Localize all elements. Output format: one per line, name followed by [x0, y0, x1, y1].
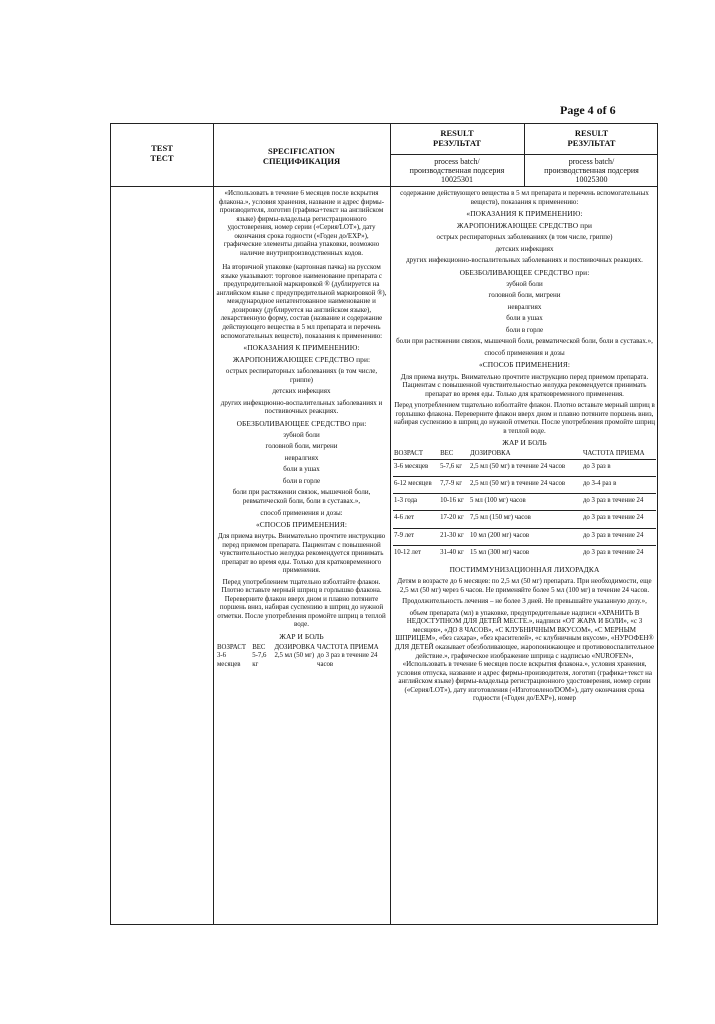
result2-header-en: RESULT	[574, 128, 609, 138]
cell-dose: 2,5 мл (50 мг)	[274, 652, 315, 660]
spec-item: головной боли, мигрени	[265, 442, 338, 451]
col-frequency: ЧАСТОТА ПРИЕМА	[317, 643, 379, 651]
col-weight: ВЕС	[440, 450, 454, 458]
grid-line	[213, 124, 214, 924]
result-fever-title: ЖАР И БОЛЬ	[502, 438, 547, 448]
result-item: других инфекционно-воспалительных заболеваниях и поствивочных реакциях.	[406, 256, 643, 265]
spec-item: острых респираторных заболеваниях (в том числе, гриппе)	[225, 367, 378, 384]
spec-item: невралгиях	[284, 453, 319, 462]
spec-paragraph: Перед употреблением тщательно взболтайте флакон. Плотно вставьте мерный шприц в горлышко флакона. Переверните флакон вверх дном и плавно потяните поршень вниз, набирая суспензию в шприц до нужной отметки. После употребления промойте шприц в теплой воде.	[217, 577, 386, 629]
test-header	[111, 144, 213, 164]
col-dose: ДОЗИРОВКА	[469, 450, 511, 458]
cell-frequency: до 3-4 раз в	[582, 479, 617, 487]
cell-weight: 21-30 кг	[440, 531, 464, 539]
col-frequency: ЧАСТОТА ПРИЕМА	[582, 450, 645, 458]
result-method-title: «СПОСОБ ПРИМЕНЕНИЯ:	[478, 360, 571, 370]
cell-frequency: до 3 раз в течение 24 часов	[317, 652, 378, 668]
result-item: боли при растяжении связок, мышечной боли, ревматической боли, боли в суставах.»,	[396, 337, 653, 346]
spec-item: зубной боли	[283, 430, 320, 439]
col-age: ВОЗРАСТ	[217, 643, 247, 651]
specification-column	[216, 189, 387, 924]
grid-line	[390, 154, 657, 155]
result-paragraph: Детям в возрасте до 6 месяцев: по 2,5 мл (50 мг) препарата. При необходимости, еще 2,5 мл (50 мг) через 6 часов. Не применяйте более 5 мл (100 мг) в течение 24 часов.	[397, 577, 652, 594]
spec-header	[213, 147, 390, 167]
table-header-row	[216, 644, 387, 652]
spec-method: способ применения и дозы:	[260, 508, 343, 517]
batch1-label-en: process batch/	[434, 157, 480, 166]
cell-dose: 2,5 мл (50 мг) в течение 24 часов	[469, 479, 566, 487]
result-method: способ применения и дозы	[484, 348, 565, 357]
result-analgesic: ОБЕЗБОЛИВАЮЩЕЕ СРЕДСТВО при:	[459, 267, 590, 277]
spec-paragraph: На вторичной упаковке (картонная пачка) на русском языке указывают: торговое наименование препарата с предупредительной маркировкой ® (дублируется на английском языке с предупредительной маркировкой ®), международное непатентованное наименование и дозировку (дублируется на английском языке), лекарственную форму, состав (название и содержание действующего вещества в 5 мл препарата и перечень вспомогательных веществ), показания к применению:	[216, 263, 387, 340]
result-item: головной боли, мигрени	[488, 291, 561, 300]
cell-frequency: до 3 раз в	[582, 462, 611, 470]
result-column	[393, 189, 656, 924]
report-table	[110, 123, 658, 925]
result-item: боли в горле	[505, 325, 544, 334]
cell-age: 7-9 лет	[394, 531, 415, 539]
cell-weight: 5-7,6 кг	[440, 462, 463, 470]
table-row	[393, 476, 656, 493]
spec-paragraph: «Использовать в течение 6 месяцев после вскрытия флакона.», условия хранения, название и адрес фирмы-производителя, логотип (графика+текст на английском языке) фирмы-владельца регистрационного удостоверения, номер серии («Серия/LOT»), дату окончания срока годности («Годен до/EXP»), графические элементы дизайна упаковки, возможно наличие внутрипроизводственных кодов.	[218, 189, 385, 257]
result-paragraph: Продолжительность лечения – не более 3 дней. Не превышайте указанную дозу.»,	[402, 597, 647, 606]
spec-paragraph: Для приема внутрь. Внимательно прочтите инструкцию перед приемом препарата. Пациентам с повышенной чувствительностью желудка рекомендуется принимать препарат во время еды. Только для кратковременного применения.	[217, 532, 386, 575]
result2-header	[524, 129, 659, 149]
cell-age: 4-6 лет	[394, 514, 415, 522]
cell-age: 3-6 месяцев	[394, 462, 429, 470]
result-dose-table	[393, 450, 656, 562]
table-row	[393, 511, 656, 528]
batch2-number: 10025300	[575, 174, 608, 184]
cell-frequency: до 3 раз в течение 24	[582, 497, 644, 505]
batch2-label-en: process batch/	[568, 157, 615, 166]
cell-age: 3-6 месяцев	[217, 652, 241, 668]
batch2-label-ru: производственная подсерия	[544, 165, 639, 175]
cell-dose: 2,5 мл (50 мг) в течение 24 часов	[469, 462, 566, 470]
result-item: невралгиях	[507, 302, 542, 311]
result1-header	[390, 129, 524, 149]
spec-item: боли в ушах	[283, 465, 320, 474]
result-paragraph: Перед употреблением тщательно взболтайте флакон. Плотно вставьте мерный шприц в горлышко флакона. Переверните флакон вверх дном и плавно потяните поршень вниз, набирая суспензию в шприц до нужной отметки. После употребления промойте шприц в теплой воде.	[393, 401, 655, 435]
col-age: ВОЗРАСТ	[394, 450, 424, 458]
spec-indications: «ПОКАЗАНИЯ К ПРИМЕНЕНИЮ:	[243, 343, 360, 353]
batch1	[390, 158, 524, 185]
spec-item: других инфекционно-воспалительных заболеваниях и поствивочных реакциях.	[220, 398, 383, 416]
spec-item: детских инфекциях	[272, 387, 331, 396]
spec-analgesic: ОБЕЗБОЛИВАЮЩЕЕ СРЕДСТВО при:	[236, 418, 367, 428]
cell-dose: 5 мл (100 мг) часов	[469, 497, 526, 505]
cell-weight: 31-40 кг	[440, 548, 464, 556]
cell-dose: 7,5 мл (150 мг) часов	[469, 514, 531, 522]
batch1-number: 10025301	[441, 174, 473, 184]
cell-dose: 15 мл (300 мг) часов	[469, 548, 530, 556]
test-header-ru: ТЕСТ	[150, 152, 174, 163]
cell-frequency: до 3 раз в течение 24	[582, 531, 644, 539]
cell-weight: 7,7-9 кг	[440, 479, 463, 487]
spec-fever-title: ЖАР И БОЛЬ	[279, 631, 324, 641]
table-row	[393, 459, 656, 476]
spec-item: боли при растяжении связок, мышечной боли, ревматической боли, боли в суставах.»,	[232, 488, 371, 505]
result-antipyretic: ЖАРОПОНИЖАЮЩЕЕ СРЕДСТВО при	[456, 221, 593, 231]
cell-age: 6-12 месяцев	[394, 479, 432, 487]
page-number: Page 4 of 6	[560, 103, 616, 117]
result-paragraph: Для приема внутрь. Внимательно прочтите инструкцию перед приемом препарата. Пациентам с повышенной чувствительностью желудка рекомендуется принимать препарат во время еды. Только для кратковременного применения.	[400, 372, 649, 398]
result-indications: «ПОКАЗАНИЯ К ПРИМЕНЕНИЮ:	[466, 209, 583, 219]
table-row	[393, 528, 656, 545]
cell-weight: 5-7,6 кг	[252, 652, 267, 668]
table-header-row	[393, 450, 656, 459]
cell-age: 1-3 года	[394, 497, 418, 505]
spec-header-en: SPECIFICATION	[268, 146, 335, 156]
result-item: зубной боли	[506, 279, 543, 288]
spec-dose-table	[216, 644, 387, 669]
result-paragraph: содержание действующего вещества в 5 мл препарата и перечень вспомогательных веществ), показания к применению:	[400, 189, 649, 206]
result1-header-ru: РЕЗУЛЬТАТ	[433, 137, 481, 148]
postvaccination-title: ПОСТИММУНИЗАЦИОННАЯ ЛИХОРАДКА	[449, 565, 600, 575]
test-header-en: TEST	[151, 143, 173, 153]
cell-age: 10-12 лет	[394, 548, 421, 556]
table-row	[216, 652, 387, 669]
result-item: детских инфекциях	[495, 244, 554, 253]
cell-weight: 10-16 кг	[440, 497, 464, 505]
col-dose: ДОЗИРОВКА	[274, 643, 316, 651]
table-row	[393, 494, 656, 511]
result-item: острых респираторных заболеваниях (в том числе, гриппе)	[436, 233, 613, 242]
col-weight: ВЕС	[252, 643, 266, 651]
table-row	[393, 545, 656, 562]
spec-antipyretic: ЖАРОПОНИЖАЮЩЕЕ СРЕДСТВО при:	[232, 355, 371, 365]
grid-line	[111, 186, 657, 187]
batch1-label-ru: производственная подсерия	[409, 165, 505, 175]
result1-header-en: RESULT	[440, 128, 474, 138]
cell-frequency: до 3 раз в течение 24	[582, 548, 644, 556]
result-paragraph: объем препарата (мл) в упаковке, предупредительные надписи «ХРАНИТЬ В НЕДОСТУПНОМ ДЛЯ ДЕТЕЙ МЕСТЕ.», надписи «ОТ ЖАРА И БОЛИ», «с 3 месяцев», «ДО 8 ЧАСОВ», «С КЛУБНИЧНЫМ ВКУСОМ», «С МЕРНЫМ ШПРИЦЕМ», «без сахара», «без красителей», «с клубничным вкусом», «НУРОФЕН® ДЛЯ ДЕТЕЙ оказывает обезболивающее, жаропонижающее и противовоспалительное действие.», графическое изображение шприца с надписью «NUROFEN», «Использовать в течение 6 месяцев после вскрытия флакона.», условия хранения, условия отпуска, название и адрес фирмы-производителя, логотип (графика+текст на английском языке) фирмы-владельца регистрационного удостоверения, номер серии («Серия/LOT»), дату изготовления («Изготовлено/DOM»), дату окончания срока годности («Годен до/EXP»), номер	[394, 608, 655, 703]
cell-dose: 10 мл (200 мг) часов	[469, 531, 530, 539]
cell-weight: 17-20 кг	[440, 514, 464, 522]
spec-header-ru: СПЕЦИФИКАЦИЯ	[262, 155, 341, 166]
spec-item: боли в горле	[282, 476, 321, 485]
result2-header-ru: РЕЗУЛЬТАТ	[567, 137, 616, 148]
spec-method-title: «СПОСОБ ПРИМЕНЕНИЯ:	[255, 520, 348, 530]
result-item: боли в ушах	[506, 314, 543, 323]
batch2	[524, 158, 659, 185]
grid-line	[390, 124, 391, 924]
cell-frequency: до 3 раз в течение 24	[582, 514, 644, 522]
